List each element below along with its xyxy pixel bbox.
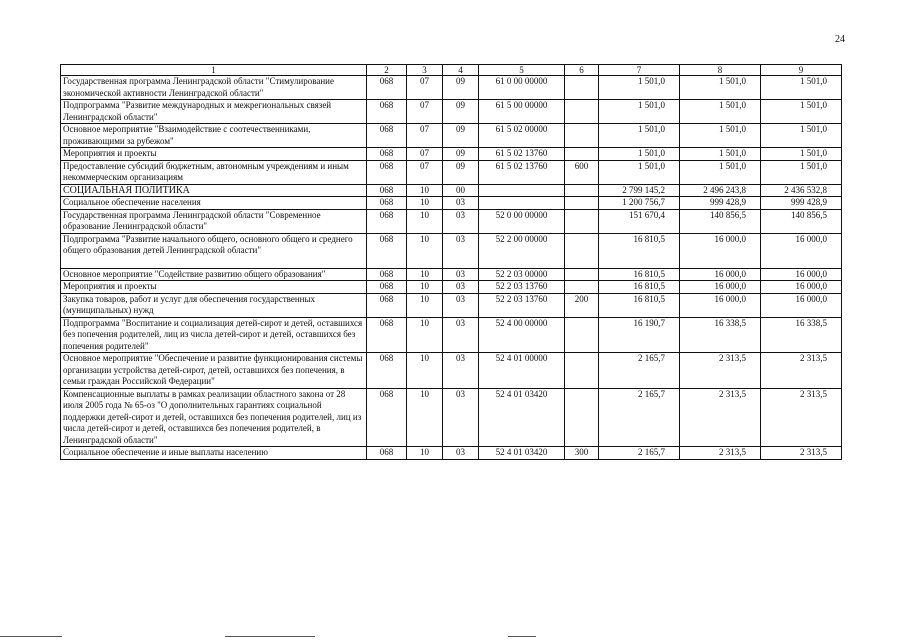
row-cell-c4: 03 xyxy=(443,233,479,268)
row-cell-c4: 03 xyxy=(443,353,479,389)
row-cell-c5 xyxy=(479,184,565,197)
row-cell-c6 xyxy=(565,268,599,281)
row-cell-c3: 10 xyxy=(407,317,443,353)
row-cell-c9: 16 000,0 xyxy=(761,281,842,294)
row-name-cell: Социальное обеспечение и иные выплаты населению xyxy=(61,447,367,460)
row-name-cell: Основное мероприятие "Взаимодействие с соотечественниками, проживающими за рубежом" xyxy=(61,124,367,148)
row-name-cell: Подпрограмма "Развитие международных и межрегиональных связей Ленинградской области" xyxy=(61,100,367,124)
row-cell-c3: 10 xyxy=(407,447,443,460)
row-name-cell: Основное мероприятие "Обеспечение и развитие функционирования системы организации устройства детей-сирот, детей, оставшихся без попечения, в семьи граждан Российской Федерации" xyxy=(61,353,367,389)
row-name-cell: Основное мероприятие "Содействие развитию общего образования" xyxy=(61,268,367,281)
row-cell-c6 xyxy=(565,124,599,148)
row-cell-c3: 07 xyxy=(407,148,443,161)
row-name-cell: Подпрограмма "Развитие начального общего, основного общего и среднего общего образования детей Ленинградской области" xyxy=(61,233,367,268)
table-row xyxy=(61,268,842,281)
row-cell-c8: 1 501,0 xyxy=(680,100,761,124)
row-name-cell: Государственная программа Ленинградской области "Стимулирование экономической активности Ленинградской области" xyxy=(61,76,367,100)
row-cell-c4: 00 xyxy=(443,184,479,197)
row-cell-c6 xyxy=(565,76,599,100)
row-cell-c4: 03 xyxy=(443,447,479,460)
row-cell-c8: 2 496 243,8 xyxy=(680,184,761,197)
header-cell: 7 xyxy=(599,65,680,76)
row-cell-c3: 10 xyxy=(407,184,443,197)
budget-table-wrapper xyxy=(60,64,841,460)
row-cell-c7: 2 165,7 xyxy=(599,447,680,460)
row-cell-c2: 068 xyxy=(367,388,407,447)
row-cell-c4: 03 xyxy=(443,281,479,294)
row-cell-c2: 068 xyxy=(367,76,407,100)
row-cell-c2: 068 xyxy=(367,100,407,124)
row-name-cell: Закупка товаров, работ и услуг для обеспечения государственных (муниципальных) нужд xyxy=(61,293,367,317)
row-cell-c3: 10 xyxy=(407,353,443,389)
row-cell-c5: 52 4 01 00000 xyxy=(479,353,565,389)
row-cell-c9: 1 501,0 xyxy=(761,124,842,148)
row-cell-c2: 068 xyxy=(367,268,407,281)
row-cell-c4: 03 xyxy=(443,197,479,210)
budget-table xyxy=(60,64,842,460)
header-cell: 5 xyxy=(479,65,565,76)
header-cell: 8 xyxy=(680,65,761,76)
table-row xyxy=(61,197,842,210)
row-cell-c8: 140 856,5 xyxy=(680,209,761,233)
row-cell-c9: 1 501,0 xyxy=(761,160,842,184)
row-cell-c2: 068 xyxy=(367,281,407,294)
row-cell-c5: 61 5 02 00000 xyxy=(479,124,565,148)
row-cell-c4: 09 xyxy=(443,100,479,124)
row-cell-c5: 61 0 00 00000 xyxy=(479,76,565,100)
row-cell-c7: 16 810,5 xyxy=(599,293,680,317)
row-cell-c8: 1 501,0 xyxy=(680,160,761,184)
row-cell-c5: 52 4 01 03420 xyxy=(479,447,565,460)
row-cell-c4: 09 xyxy=(443,124,479,148)
row-cell-c2: 068 xyxy=(367,293,407,317)
row-cell-c3: 07 xyxy=(407,76,443,100)
row-cell-c2: 068 xyxy=(367,317,407,353)
table-row xyxy=(61,447,842,460)
row-cell-c5: 52 4 00 00000 xyxy=(479,317,565,353)
row-cell-c5: 52 2 00 00000 xyxy=(479,233,565,268)
row-cell-c3: 10 xyxy=(407,197,443,210)
row-cell-c6 xyxy=(565,100,599,124)
row-cell-c7: 1 501,0 xyxy=(599,148,680,161)
row-cell-c6 xyxy=(565,281,599,294)
row-name-cell: СОЦИАЛЬНАЯ ПОЛИТИКА xyxy=(61,184,367,197)
row-cell-c7: 151 670,4 xyxy=(599,209,680,233)
row-cell-c5: 52 2 03 00000 xyxy=(479,268,565,281)
header-cell: 3 xyxy=(407,65,443,76)
table-row xyxy=(61,317,842,353)
row-cell-c4: 03 xyxy=(443,209,479,233)
row-cell-c2: 068 xyxy=(367,184,407,197)
row-cell-c2: 068 xyxy=(367,197,407,210)
row-cell-c8: 16 000,0 xyxy=(680,281,761,294)
row-cell-c5 xyxy=(479,197,565,210)
row-cell-c9: 16 000,0 xyxy=(761,268,842,281)
table-row xyxy=(61,184,842,197)
table-row xyxy=(61,124,842,148)
row-cell-c4: 03 xyxy=(443,268,479,281)
row-cell-c7: 2 799 145,2 xyxy=(599,184,680,197)
row-cell-c5: 61 5 00 00000 xyxy=(479,100,565,124)
table-row xyxy=(61,160,842,184)
row-cell-c3: 07 xyxy=(407,124,443,148)
row-cell-c4: 09 xyxy=(443,76,479,100)
row-cell-c8: 2 313,5 xyxy=(680,388,761,447)
row-cell-c3: 07 xyxy=(407,100,443,124)
row-cell-c9: 16 000,0 xyxy=(761,293,842,317)
header-row xyxy=(61,65,842,76)
row-cell-c7: 1 200 756,7 xyxy=(599,197,680,210)
table-row xyxy=(61,148,842,161)
header-cell: 1 xyxy=(61,65,367,76)
row-cell-c2: 068 xyxy=(367,160,407,184)
row-cell-c7: 16 810,5 xyxy=(599,233,680,268)
row-cell-c8: 16 000,0 xyxy=(680,268,761,281)
row-cell-c3: 10 xyxy=(407,388,443,447)
row-cell-c9: 1 501,0 xyxy=(761,148,842,161)
table-row xyxy=(61,209,842,233)
row-cell-c9: 140 856,5 xyxy=(761,209,842,233)
row-cell-c6 xyxy=(565,148,599,161)
header-cell: 2 xyxy=(367,65,407,76)
row-name-cell: Мероприятия и проекты xyxy=(61,148,367,161)
table-row xyxy=(61,293,842,317)
row-cell-c3: 10 xyxy=(407,293,443,317)
row-cell-c7: 2 165,7 xyxy=(599,353,680,389)
row-cell-c3: 10 xyxy=(407,268,443,281)
row-cell-c4: 03 xyxy=(443,293,479,317)
row-cell-c4: 09 xyxy=(443,160,479,184)
row-cell-c4: 03 xyxy=(443,317,479,353)
page-number: 24 xyxy=(835,34,845,45)
row-cell-c8: 1 501,0 xyxy=(680,124,761,148)
row-cell-c6 xyxy=(565,209,599,233)
row-cell-c3: 10 xyxy=(407,209,443,233)
row-cell-c2: 068 xyxy=(367,233,407,268)
row-cell-c6: 200 xyxy=(565,293,599,317)
row-cell-c8: 16 338,5 xyxy=(680,317,761,353)
row-cell-c6 xyxy=(565,233,599,268)
row-name-cell: Предоставление субсидий бюджетным, автономным учреждениям и иным некоммерческим организациям xyxy=(61,160,367,184)
row-cell-c3: 07 xyxy=(407,160,443,184)
table-row xyxy=(61,281,842,294)
row-cell-c7: 16 810,5 xyxy=(599,281,680,294)
row-cell-c6 xyxy=(565,197,599,210)
row-cell-c4: 09 xyxy=(443,148,479,161)
row-cell-c2: 068 xyxy=(367,209,407,233)
row-cell-c9: 1 501,0 xyxy=(761,76,842,100)
header-cell: 6 xyxy=(565,65,599,76)
row-cell-c5: 61 5 02 13760 xyxy=(479,148,565,161)
row-cell-c8: 1 501,0 xyxy=(680,148,761,161)
row-name-cell: Компенсационные выплаты в рамках реализации областного закона от 28 июля 2005 года № 65-оз "О дополнительных гарантиях социальной поддержки детей-сирот и детей, оставшихся без попечения родителей, лиц из числа детей-сирот и детей, оставшихся без попечения родителей, в Ленинградской области" xyxy=(61,388,367,447)
header-cell: 4 xyxy=(443,65,479,76)
row-cell-c2: 068 xyxy=(367,447,407,460)
row-cell-c6 xyxy=(565,317,599,353)
row-name-cell: Государственная программа Ленинградской области "Современное образование Ленинградской области" xyxy=(61,209,367,233)
table-row xyxy=(61,353,842,389)
row-cell-c2: 068 xyxy=(367,124,407,148)
row-cell-c9: 2 313,5 xyxy=(761,353,842,389)
row-cell-c7: 1 501,0 xyxy=(599,124,680,148)
row-cell-c8: 2 313,5 xyxy=(680,353,761,389)
row-name-cell: Подпрограмма "Воспитание и социализация детей-сирот и детей, оставшихся без попечения родителей, лиц из числа детей-сирот и детей, оставшихся без попечения родителей" xyxy=(61,317,367,353)
row-cell-c6 xyxy=(565,353,599,389)
row-cell-c6 xyxy=(565,388,599,447)
row-cell-c2: 068 xyxy=(367,148,407,161)
row-cell-c9: 16 000,0 xyxy=(761,233,842,268)
row-cell-c9: 999 428,9 xyxy=(761,197,842,210)
row-cell-c6: 600 xyxy=(565,160,599,184)
header-cell: 9 xyxy=(761,65,842,76)
row-cell-c9: 2 313,5 xyxy=(761,388,842,447)
row-cell-c5: 52 0 00 00000 xyxy=(479,209,565,233)
row-name-cell: Мероприятия и проекты xyxy=(61,281,367,294)
row-cell-c9: 2 313,5 xyxy=(761,447,842,460)
row-cell-c8: 2 313,5 xyxy=(680,447,761,460)
row-cell-c9: 2 436 532,8 xyxy=(761,184,842,197)
table-body xyxy=(61,76,842,460)
row-cell-c7: 1 501,0 xyxy=(599,100,680,124)
row-cell-c8: 999 428,9 xyxy=(680,197,761,210)
table-row xyxy=(61,76,842,100)
row-cell-c9: 1 501,0 xyxy=(761,100,842,124)
row-cell-c8: 16 000,0 xyxy=(680,233,761,268)
scan-artifact xyxy=(0,636,62,637)
row-cell-c3: 10 xyxy=(407,233,443,268)
row-cell-c3: 10 xyxy=(407,281,443,294)
row-cell-c7: 1 501,0 xyxy=(599,160,680,184)
row-cell-c7: 16 190,7 xyxy=(599,317,680,353)
row-cell-c6: 300 xyxy=(565,447,599,460)
row-cell-c9: 16 338,5 xyxy=(761,317,842,353)
scan-artifact xyxy=(508,636,536,637)
row-cell-c7: 2 165,7 xyxy=(599,388,680,447)
row-cell-c5: 61 5 02 13760 xyxy=(479,160,565,184)
row-cell-c8: 16 000,0 xyxy=(680,293,761,317)
row-cell-c6 xyxy=(565,184,599,197)
row-cell-c5: 52 2 03 13760 xyxy=(479,281,565,294)
scan-artifact xyxy=(225,636,315,637)
row-cell-c5: 52 2 03 13760 xyxy=(479,293,565,317)
row-cell-c5: 52 4 01 03420 xyxy=(479,388,565,447)
row-name-cell: Социальное обеспечение населения xyxy=(61,197,367,210)
row-cell-c7: 16 810,5 xyxy=(599,268,680,281)
row-cell-c2: 068 xyxy=(367,353,407,389)
row-cell-c4: 03 xyxy=(443,388,479,447)
row-cell-c8: 1 501,0 xyxy=(680,76,761,100)
table-row xyxy=(61,100,842,124)
table-row xyxy=(61,388,842,447)
table-row xyxy=(61,233,842,268)
row-cell-c7: 1 501,0 xyxy=(599,76,680,100)
